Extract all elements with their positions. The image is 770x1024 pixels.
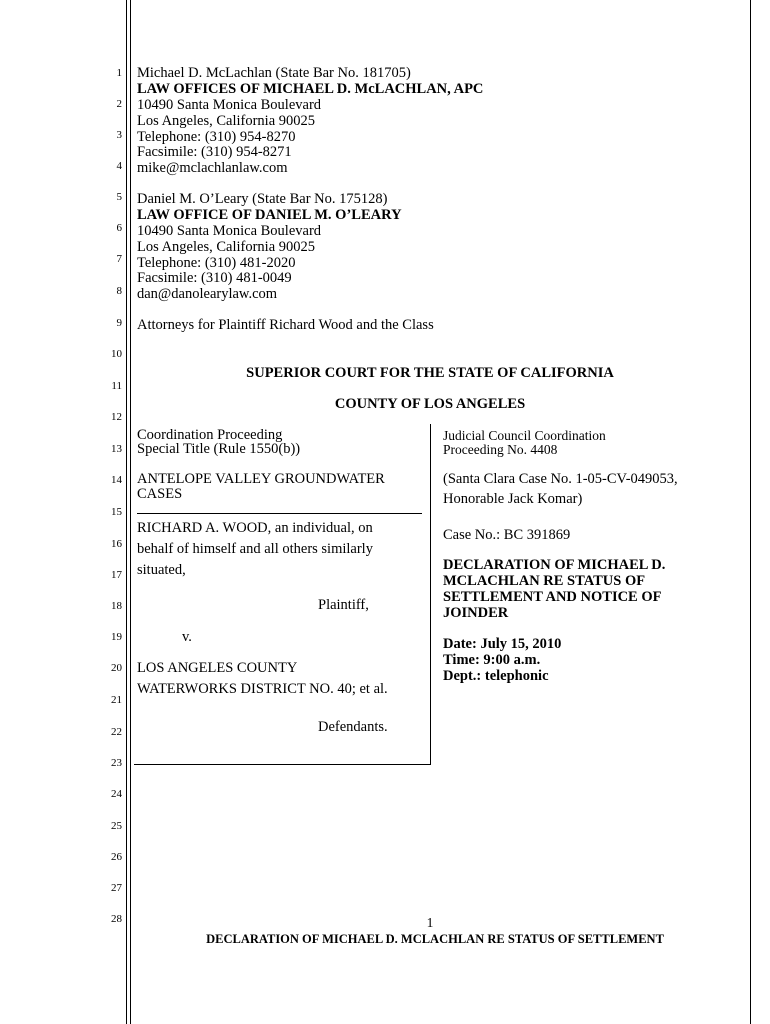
caption-separator [137,513,422,514]
line-number: 6 [116,222,122,234]
line-number: 27 [111,882,122,894]
firm-name: LAW OFFICE OF DANIEL M. O’LEARY [137,207,402,223]
line-number: 17 [111,569,122,581]
caption-bottom-rule [134,764,430,765]
line-number: 15 [111,506,122,518]
line-number: 24 [111,788,122,800]
plaintiff-line-1: RICHARD A. WOOD, an individual, on [137,520,373,536]
special-title: Special Title (Rule 1550(b)) [137,441,301,457]
line-number: 23 [111,757,122,769]
line-number: 3 [116,129,122,141]
firm-street: 10490 Santa Monica Boulevard [137,223,322,239]
line-number: 9 [116,317,122,329]
caption-divider [430,424,431,765]
case-title-line-2: CASES [137,486,183,502]
plaintiff-line-3: situated, [137,562,186,578]
line-number: 10 [111,348,122,360]
jccp-line-1: Judicial Council Coordination [443,428,606,443]
line-number: 1 [116,67,122,79]
line-number: 28 [111,913,122,925]
court-county: COUNTY OF LOS ANGELES [334,396,526,412]
santa-clara-line-2: Honorable Jack Komar) [443,491,583,507]
firm-telephone: Telephone: (310) 954-8270 [137,129,296,145]
santa-clara-line-1: (Santa Clara Case No. 1-05-CV-049053, [443,471,678,487]
jccp-line-2: Proceeding No. 4408 [443,442,558,457]
document-title-line-1: DECLARATION OF MICHAEL D. [443,557,666,573]
plaintiff-label: Plaintiff, [318,597,369,613]
page-number: 1 [426,915,434,930]
line-number: 7 [116,253,122,265]
left-margin-rule-1 [126,0,127,1024]
attorneys-for-line: Attorneys for Plaintiff Richard Wood and the Class [137,317,434,333]
line-number: 4 [116,160,122,172]
line-number: 8 [116,285,122,297]
hearing-dept: Dept.: telephonic [443,668,549,684]
line-number: 12 [111,411,122,423]
line-number: 13 [111,443,122,455]
line-number: 21 [111,694,122,706]
firm-email: dan@danolearylaw.com [137,286,278,302]
line-number: 5 [116,191,122,203]
line-number: 2 [116,98,122,110]
attorney-name: Michael D. McLachlan (State Bar No. 181705) [137,65,411,81]
firm-city: Los Angeles, California 90025 [137,239,316,255]
document-title-line-3: SETTLEMENT AND NOTICE OF [443,589,662,605]
line-number: 18 [111,600,122,612]
line-number: 25 [111,820,122,832]
firm-facsimile: Facsimile: (310) 481-0049 [137,270,292,286]
firm-street: 10490 Santa Monica Boulevard [137,97,322,113]
line-number: 16 [111,538,122,550]
attorney-name: Daniel M. O’Leary (State Bar No. 175128) [137,191,388,207]
plaintiff-line-2: behalf of himself and all others similarly [137,541,373,557]
right-margin-rule [750,0,751,1024]
footer-title: DECLARATION OF MICHAEL D. MCLACHLAN RE STATUS OF SETTLEMENT [206,932,664,946]
firm-facsimile: Facsimile: (310) 954-8271 [137,144,292,160]
document-title-line-2: MCLACHLAN RE STATUS OF [443,573,646,589]
court-name: SUPERIOR COURT FOR THE STATE OF CALIFORNIA [246,365,614,381]
line-number: 11 [111,380,122,392]
left-margin-rule-2 [130,0,131,1024]
firm-city: Los Angeles, California 90025 [137,113,316,129]
versus: v. [182,629,192,645]
line-number: 26 [111,851,122,863]
defendant-line-2: WATERWORKS DISTRICT NO. 40; et al. [137,681,388,697]
coordination-proceeding: Coordination Proceeding [137,427,283,443]
case-title-line-1: ANTELOPE VALLEY GROUNDWATER [137,471,385,487]
hearing-time: Time: 9:00 a.m. [443,652,541,668]
line-number: 20 [111,662,122,674]
defendant-line-1: LOS ANGELES COUNTY [137,660,298,676]
line-number: 22 [111,726,122,738]
firm-telephone: Telephone: (310) 481-2020 [137,255,296,271]
hearing-date: Date: July 15, 2010 [443,636,562,652]
defendants-label: Defendants. [318,719,388,735]
firm-email: mike@mclachlanlaw.com [137,160,288,176]
case-number: Case No.: BC 391869 [443,527,571,543]
line-number: 14 [111,474,122,486]
document-title-line-4: JOINDER [443,605,509,621]
firm-name: LAW OFFICES OF MICHAEL D. McLACHLAN, APC [137,81,484,97]
line-number: 19 [111,631,122,643]
